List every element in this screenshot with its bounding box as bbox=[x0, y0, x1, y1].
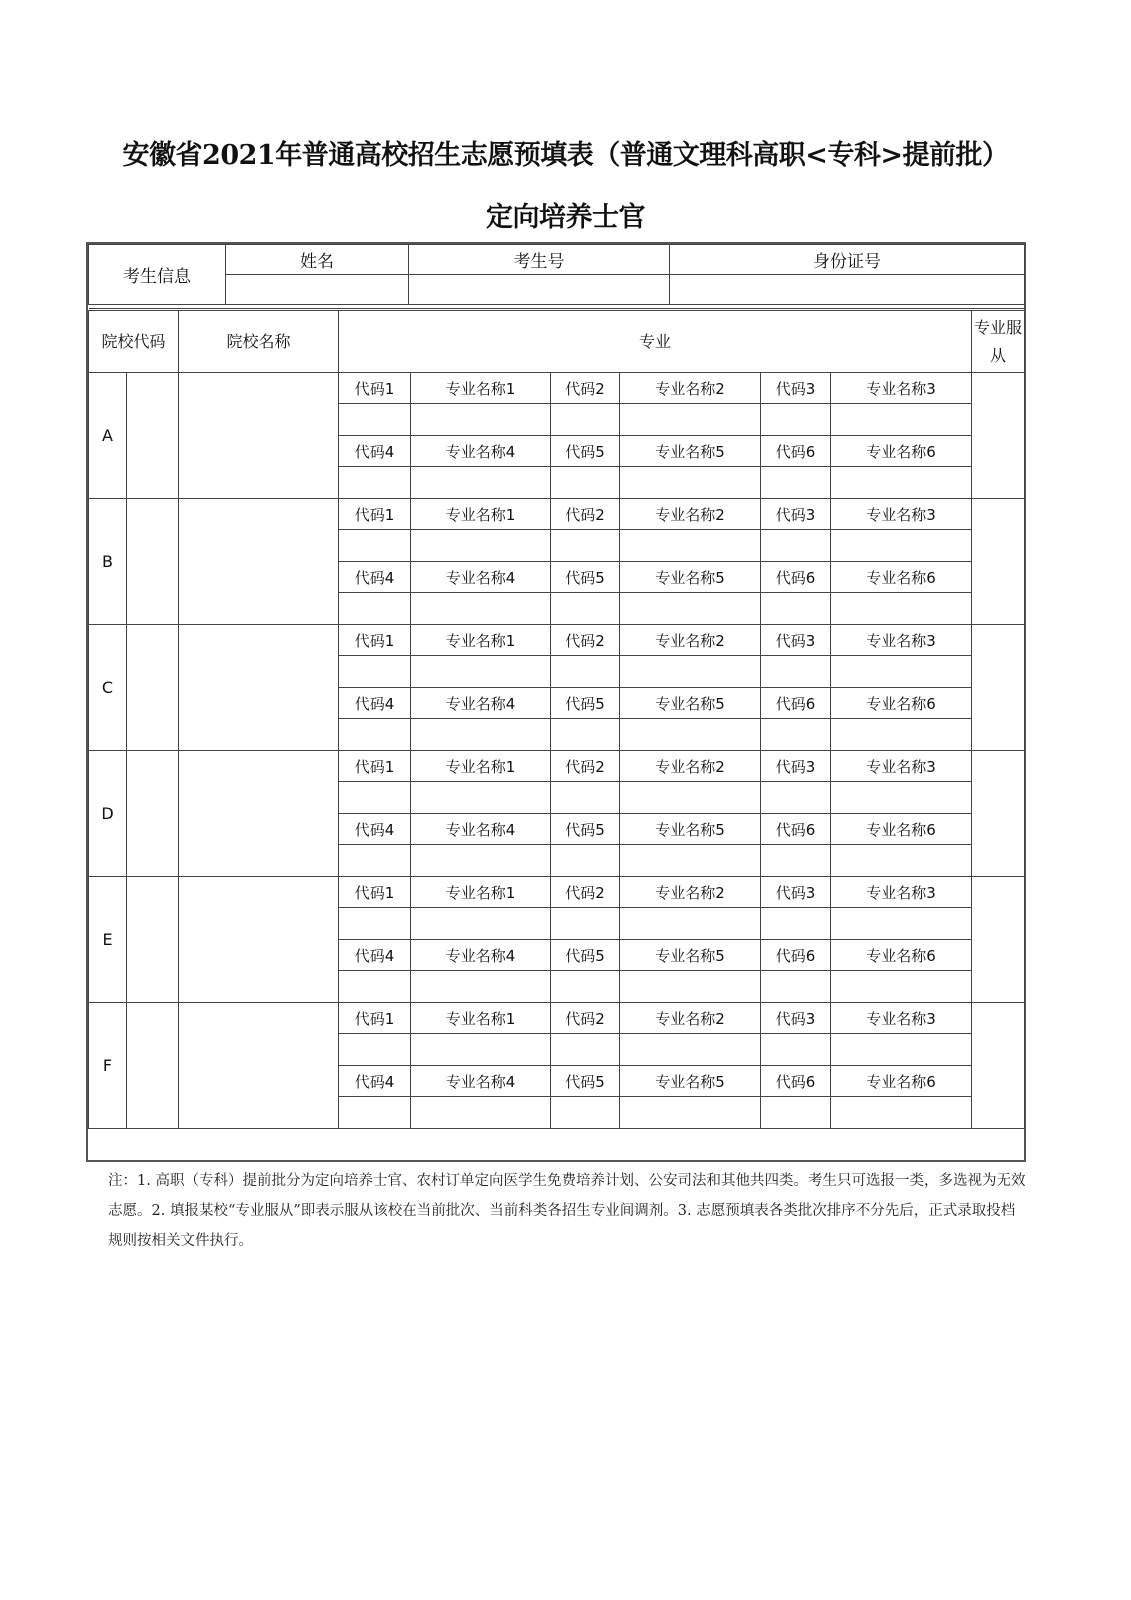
major-name-field[interactable] bbox=[831, 908, 972, 940]
major-name-field[interactable] bbox=[620, 404, 761, 436]
major-code-label: 代码5 bbox=[551, 688, 620, 719]
major-code-field[interactable] bbox=[339, 1097, 411, 1129]
major-name-label: 专业名称2 bbox=[620, 877, 761, 908]
major-code-label: 代码5 bbox=[551, 814, 620, 845]
exam-number-field[interactable] bbox=[409, 275, 670, 305]
major-code-label: 代码2 bbox=[551, 625, 620, 656]
major-code-field[interactable] bbox=[339, 719, 411, 751]
obey-field[interactable] bbox=[972, 751, 1025, 877]
major-name-field[interactable] bbox=[831, 719, 972, 751]
major-code-label: 代码3 bbox=[761, 499, 831, 530]
major-name-label: 专业名称6 bbox=[831, 562, 972, 593]
obey-field[interactable] bbox=[972, 1003, 1025, 1129]
major-name-field[interactable] bbox=[620, 719, 761, 751]
major-name-field[interactable] bbox=[620, 656, 761, 688]
major-name-field[interactable] bbox=[411, 719, 551, 751]
major-code-label: 代码4 bbox=[339, 814, 411, 845]
major-name-label: 专业名称1 bbox=[411, 373, 551, 404]
obey-header: 专业服从 bbox=[972, 311, 1025, 373]
major-code-label: 代码3 bbox=[761, 751, 831, 782]
group-row bbox=[89, 373, 1025, 404]
group-letter: F bbox=[89, 1003, 127, 1129]
form-note: 注：1. 高职（专科）提前批分为定向培养士官、农村订单定向医学生免费培养计划、公安司法和其他共四类。考生只可选报一类，多选视为无效志愿。2. 填报某校“专业服从”即表示服从该校在当前批次、当前科类各招生专业间调剂。3. 志愿预填表各类批次排序不分先后，正式录取投档规则按相关文件执行。 bbox=[108, 1173, 1026, 1249]
major-name-field[interactable] bbox=[831, 782, 972, 814]
major-header: 专业 bbox=[339, 311, 972, 373]
group-letter: A bbox=[89, 373, 127, 499]
major-name-field[interactable] bbox=[620, 908, 761, 940]
group-letter: E bbox=[89, 877, 127, 1003]
major-name-label: 专业名称4 bbox=[411, 436, 551, 467]
major-code-field[interactable] bbox=[339, 845, 411, 877]
major-code-field[interactable] bbox=[761, 719, 831, 751]
major-code-field[interactable] bbox=[551, 530, 620, 562]
major-code-label: 代码6 bbox=[761, 814, 831, 845]
group-row bbox=[89, 751, 1025, 782]
major-name-label: 专业名称3 bbox=[831, 751, 972, 782]
major-name-label: 专业名称5 bbox=[620, 688, 761, 719]
school-name-field[interactable] bbox=[179, 499, 339, 625]
major-code-label: 代码2 bbox=[551, 877, 620, 908]
major-name-field[interactable] bbox=[411, 782, 551, 814]
major-code-label: 代码1 bbox=[339, 877, 411, 908]
major-name-field[interactable] bbox=[411, 404, 551, 436]
application-form bbox=[86, 242, 1026, 1162]
major-code-label: 代码2 bbox=[551, 751, 620, 782]
major-name-label: 专业名称3 bbox=[831, 1003, 972, 1034]
major-name-label: 专业名称2 bbox=[620, 373, 761, 404]
obey-field[interactable] bbox=[972, 373, 1025, 499]
major-name-field[interactable] bbox=[620, 1097, 761, 1129]
major-name-label: 专业名称5 bbox=[620, 814, 761, 845]
major-code-label: 代码1 bbox=[339, 751, 411, 782]
obey-field[interactable] bbox=[972, 625, 1025, 751]
major-code-field[interactable] bbox=[761, 530, 831, 562]
major-code-field[interactable] bbox=[339, 971, 411, 1003]
major-name-label: 专业名称4 bbox=[411, 940, 551, 971]
candidate-info-table bbox=[88, 244, 1025, 305]
major-code-label: 代码3 bbox=[761, 877, 831, 908]
major-name-label: 专业名称5 bbox=[620, 562, 761, 593]
school-name-field[interactable] bbox=[179, 1003, 339, 1129]
major-name-field[interactable] bbox=[620, 467, 761, 499]
id-number-field[interactable] bbox=[670, 275, 1025, 305]
major-code-field[interactable] bbox=[551, 1097, 620, 1129]
major-code-field[interactable] bbox=[761, 404, 831, 436]
school-code-field[interactable] bbox=[127, 499, 179, 625]
major-code-field[interactable] bbox=[339, 782, 411, 814]
school-code-field[interactable] bbox=[127, 877, 179, 1003]
preference-groups bbox=[89, 373, 1025, 1129]
major-code-field[interactable] bbox=[339, 404, 411, 436]
major-name-label: 专业名称2 bbox=[620, 1003, 761, 1034]
major-code-field[interactable] bbox=[551, 593, 620, 625]
major-name-label: 专业名称2 bbox=[620, 751, 761, 782]
name-label: 姓名 bbox=[226, 245, 409, 275]
major-name-field[interactable] bbox=[831, 656, 972, 688]
major-code-field[interactable] bbox=[551, 656, 620, 688]
major-name-field[interactable] bbox=[411, 1034, 551, 1066]
major-name-field[interactable] bbox=[620, 530, 761, 562]
major-name-label: 专业名称3 bbox=[831, 499, 972, 530]
major-name-label: 专业名称2 bbox=[620, 625, 761, 656]
major-code-field[interactable] bbox=[339, 593, 411, 625]
major-code-label: 代码5 bbox=[551, 940, 620, 971]
major-name-field[interactable] bbox=[831, 467, 972, 499]
major-name-field[interactable] bbox=[411, 1097, 551, 1129]
major-name-label: 专业名称4 bbox=[411, 688, 551, 719]
group-letter: B bbox=[89, 499, 127, 625]
major-code-label: 代码1 bbox=[339, 625, 411, 656]
major-name-label: 专业名称6 bbox=[831, 814, 972, 845]
major-code-field[interactable] bbox=[551, 1034, 620, 1066]
major-code-label: 代码6 bbox=[761, 1066, 831, 1097]
major-code-label: 代码1 bbox=[339, 373, 411, 404]
major-code-field[interactable] bbox=[761, 908, 831, 940]
major-name-label: 专业名称1 bbox=[411, 1003, 551, 1034]
major-code-field[interactable] bbox=[761, 1034, 831, 1066]
major-code-label: 代码6 bbox=[761, 436, 831, 467]
school-name-field[interactable] bbox=[179, 751, 339, 877]
major-name-field[interactable] bbox=[620, 782, 761, 814]
group-row bbox=[89, 625, 1025, 656]
form-subtitle: 定向培养士官 bbox=[486, 202, 645, 233]
major-code-label: 代码4 bbox=[339, 436, 411, 467]
major-code-label: 代码2 bbox=[551, 1003, 620, 1034]
major-name-field[interactable] bbox=[411, 908, 551, 940]
major-code-field[interactable] bbox=[761, 845, 831, 877]
major-name-label: 专业名称4 bbox=[411, 1066, 551, 1097]
exam-number-label: 考生号 bbox=[409, 245, 670, 275]
school-code-field[interactable] bbox=[127, 1003, 179, 1129]
major-name-field[interactable] bbox=[831, 530, 972, 562]
major-code-label: 代码3 bbox=[761, 1003, 831, 1034]
major-name-label: 专业名称5 bbox=[620, 1066, 761, 1097]
major-name-label: 专业名称3 bbox=[831, 877, 972, 908]
major-name-label: 专业名称5 bbox=[620, 436, 761, 467]
major-code-field[interactable] bbox=[339, 656, 411, 688]
major-code-field[interactable] bbox=[761, 782, 831, 814]
major-name-label: 专业名称1 bbox=[411, 499, 551, 530]
school-name-field[interactable] bbox=[179, 373, 339, 499]
major-name-field[interactable] bbox=[411, 656, 551, 688]
major-code-label: 代码6 bbox=[761, 940, 831, 971]
major-code-label: 代码5 bbox=[551, 436, 620, 467]
major-code-field[interactable] bbox=[761, 467, 831, 499]
name-field[interactable] bbox=[226, 275, 409, 305]
major-code-label: 代码6 bbox=[761, 562, 831, 593]
major-name-label: 专业名称4 bbox=[411, 562, 551, 593]
obey-field[interactable] bbox=[972, 877, 1025, 1003]
group-row bbox=[89, 1003, 1025, 1034]
major-name-label: 专业名称3 bbox=[831, 373, 972, 404]
group-letter: C bbox=[89, 625, 127, 751]
major-name-label: 专业名称1 bbox=[411, 625, 551, 656]
major-code-label: 代码3 bbox=[761, 625, 831, 656]
major-name-field[interactable] bbox=[831, 971, 972, 1003]
major-code-field[interactable] bbox=[339, 530, 411, 562]
major-code-field[interactable] bbox=[761, 656, 831, 688]
school-name-field[interactable] bbox=[179, 877, 339, 1003]
major-code-label: 代码6 bbox=[761, 688, 831, 719]
major-code-label: 代码4 bbox=[339, 562, 411, 593]
major-name-field[interactable] bbox=[620, 971, 761, 1003]
major-name-label: 专业名称1 bbox=[411, 877, 551, 908]
major-name-label: 专业名称6 bbox=[831, 1066, 972, 1097]
major-name-field[interactable] bbox=[620, 1034, 761, 1066]
school-code-field[interactable] bbox=[127, 373, 179, 499]
group-letter: D bbox=[89, 751, 127, 877]
major-name-field[interactable] bbox=[411, 845, 551, 877]
major-name-label: 专业名称5 bbox=[620, 940, 761, 971]
major-name-label: 专业名称6 bbox=[831, 436, 972, 467]
major-name-field[interactable] bbox=[411, 593, 551, 625]
major-name-field[interactable] bbox=[620, 593, 761, 625]
major-code-label: 代码5 bbox=[551, 562, 620, 593]
school-name-field[interactable] bbox=[179, 625, 339, 751]
major-name-field[interactable] bbox=[411, 530, 551, 562]
major-name-field[interactable] bbox=[831, 593, 972, 625]
major-code-field[interactable] bbox=[339, 467, 411, 499]
major-name-field[interactable] bbox=[831, 1097, 972, 1129]
school-name-header: 院校名称 bbox=[179, 311, 339, 373]
id-number-label: 身份证号 bbox=[670, 245, 1025, 275]
major-name-label: 专业名称6 bbox=[831, 940, 972, 971]
major-code-field[interactable] bbox=[551, 782, 620, 814]
major-code-label: 代码5 bbox=[551, 1066, 620, 1097]
obey-field[interactable] bbox=[972, 499, 1025, 625]
major-code-field[interactable] bbox=[339, 908, 411, 940]
major-code-label: 代码2 bbox=[551, 499, 620, 530]
major-name-field[interactable] bbox=[620, 845, 761, 877]
major-code-field[interactable] bbox=[339, 1034, 411, 1066]
major-code-field[interactable] bbox=[551, 908, 620, 940]
major-name-field[interactable] bbox=[831, 1034, 972, 1066]
major-code-label: 代码4 bbox=[339, 1066, 411, 1097]
major-code-label: 代码2 bbox=[551, 373, 620, 404]
form-title: 安徽省2021年普通高校招生志愿预填表（普通文理科高职<专科>提前批） bbox=[122, 140, 1009, 171]
group-row bbox=[89, 877, 1025, 908]
major-name-field[interactable] bbox=[411, 971, 551, 1003]
major-name-field[interactable] bbox=[831, 404, 972, 436]
major-code-field[interactable] bbox=[761, 593, 831, 625]
school-code-field[interactable] bbox=[127, 751, 179, 877]
major-name-label: 专业名称2 bbox=[620, 499, 761, 530]
major-code-label: 代码1 bbox=[339, 499, 411, 530]
major-name-label: 专业名称1 bbox=[411, 751, 551, 782]
major-name-field[interactable] bbox=[411, 467, 551, 499]
major-code-field[interactable] bbox=[761, 1097, 831, 1129]
major-code-field[interactable] bbox=[761, 971, 831, 1003]
major-name-label: 专业名称4 bbox=[411, 814, 551, 845]
major-code-field[interactable] bbox=[551, 971, 620, 1003]
major-name-label: 专业名称6 bbox=[831, 688, 972, 719]
major-code-label: 代码4 bbox=[339, 940, 411, 971]
candidate-info-label: 考生信息 bbox=[89, 245, 226, 305]
major-code-field[interactable] bbox=[551, 467, 620, 499]
preference-table bbox=[88, 308, 1025, 1129]
major-code-field[interactable] bbox=[551, 719, 620, 751]
school-code-field[interactable] bbox=[127, 625, 179, 751]
major-name-label: 专业名称3 bbox=[831, 625, 972, 656]
major-code-field[interactable] bbox=[551, 404, 620, 436]
major-code-label: 代码4 bbox=[339, 688, 411, 719]
major-code-label: 代码1 bbox=[339, 1003, 411, 1034]
major-code-field[interactable] bbox=[551, 845, 620, 877]
major-name-field[interactable] bbox=[831, 845, 972, 877]
major-code-label: 代码3 bbox=[761, 373, 831, 404]
school-code-header: 院校代码 bbox=[89, 311, 179, 373]
group-row bbox=[89, 499, 1025, 530]
